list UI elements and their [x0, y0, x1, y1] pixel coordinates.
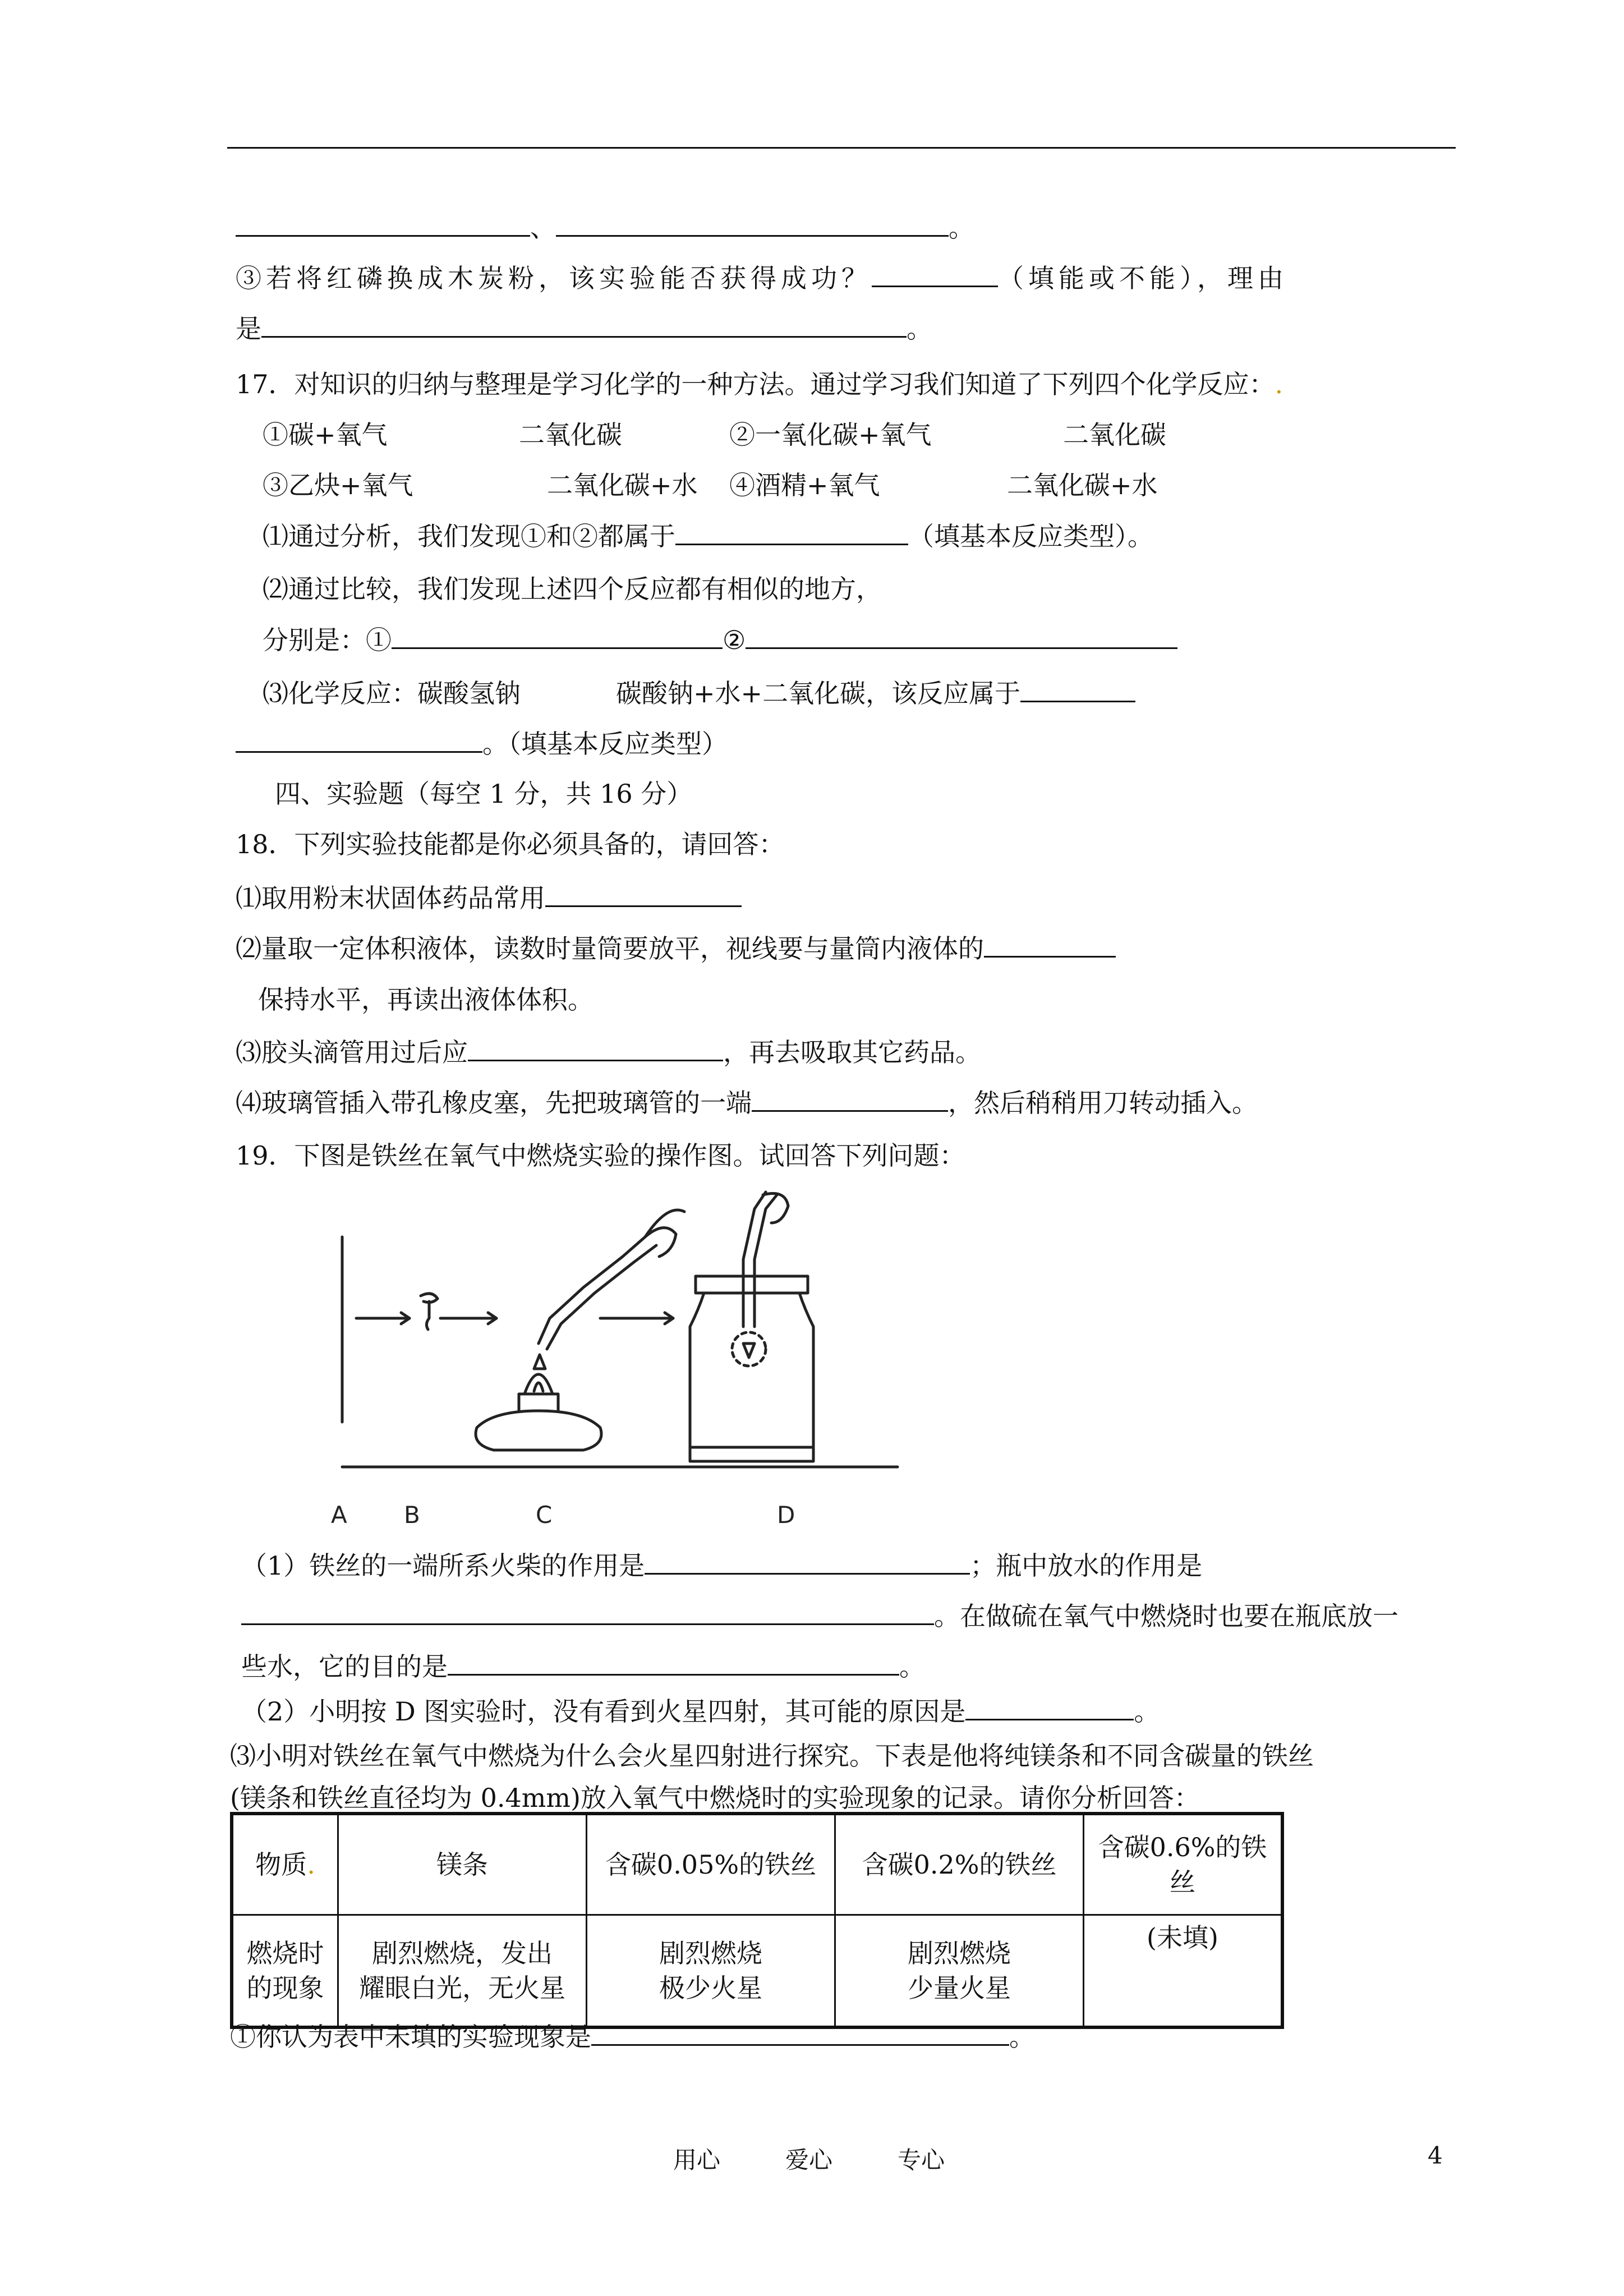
answer-blank[interactable] [236, 210, 530, 237]
answer-blank[interactable] [984, 931, 1116, 958]
q18-stem: 18．下列实验技能都是你必须具备的，请回答： [236, 829, 785, 859]
section-title: 四、实验题（每空 1 分，共 16 分） [275, 779, 693, 809]
q17-reaction-4-right: 二氧化碳+水 [1007, 470, 1158, 500]
answer-blank[interactable] [448, 1649, 899, 1676]
table-header-cell: 镁条 [338, 1814, 587, 1915]
sparks [732, 1332, 766, 1366]
experiment-table [230, 1812, 1284, 2029]
figure-label-b: B [404, 1501, 420, 1529]
q18-part1: ⑴取用粉末状固体药品常用 [236, 881, 742, 915]
q18-part2-line2: 保持水平，再读出液体体积。 [258, 984, 594, 1015]
q19-part3-question1: ①你认为表中未填的实验现象是 。 [230, 2019, 1035, 2054]
footer-item: 专心 [898, 2146, 945, 2174]
answer-blank[interactable] [645, 1548, 970, 1575]
q17-reaction-3-right: 二氧化碳+水 [547, 470, 698, 500]
q19-part3-line1: ⑶小明对铁丝在氧气中燃烧为什么会火星四射进行探究。下表是他将纯镁条和不同含碳量的铁丝 [230, 1741, 1314, 1771]
q17-part1: ⑴通过分析，我们发现①和②都属于 （填基本反应类型）。 [263, 519, 1153, 553]
q17-reaction-2-right: 二氧化碳 [1063, 420, 1166, 450]
table-header-cell: 含碳0.2%的铁丝 [835, 1814, 1084, 1915]
answer-blank[interactable] [1020, 676, 1135, 702]
answer-blank[interactable] [872, 261, 998, 287]
answer-blank[interactable] [965, 1694, 1134, 1720]
tongs-c [539, 1237, 645, 1343]
table-header-row [232, 1814, 1282, 1915]
q19-part3-line2: (镁条和铁丝直径均为 0.4mm)放入氧气中燃烧时的实验现象的记录。请你分析回答： [230, 1783, 1200, 1813]
experiment-diagram [331, 1186, 937, 1551]
alcohol-lamp [476, 1411, 601, 1450]
prev-question-blanks [236, 210, 974, 245]
mark-dot: . [1275, 369, 1283, 399]
answer-blank[interactable] [545, 881, 742, 907]
footer-item: 爱心 [785, 2146, 833, 2174]
answer-blank[interactable] [261, 311, 907, 338]
q17-reaction-4-left: ④酒精+氧气 [729, 470, 880, 500]
jar-mouth [696, 1276, 808, 1293]
q17-part2-line2: 分别是：① ② [263, 623, 1177, 657]
figure-label-c: C [536, 1501, 553, 1529]
answer-blank[interactable] [675, 519, 908, 545]
q17-reaction-3-left: ③乙炔+氧气 [263, 470, 413, 500]
q17-reaction-2-left: ②一氧化碳+氧气 [729, 420, 932, 450]
q17-reaction-1-right: 二氧化碳 [519, 420, 622, 450]
q19-part2: （2）小明按 D 图实验时，没有看到火星四射，其可能的原因是 。 [241, 1694, 1160, 1728]
q17-reaction-1-left: ①碳+氧气 [263, 420, 388, 450]
q16-3-line1: ③若将红磷换成木炭粉，该实验能否获得成功？ （填能或不能），理由 [236, 261, 1288, 295]
table-row-label: 燃烧时 的现象 [232, 1915, 338, 2028]
gas-jar [690, 1293, 813, 1461]
q17-part2-line1: ⑵通过比较，我们发现上述四个反应都有相似的地方， [263, 574, 882, 604]
q18-part2-line1: ⑵量取一定体积液体，读数时量筒要放平，视线要与量筒内液体的 [236, 931, 1116, 965]
page-number: 4 [1428, 2142, 1443, 2169]
answer-blank[interactable] [746, 623, 1177, 649]
q19-part1-line3: 些水，它的目的是 。 [241, 1649, 925, 1683]
q17-part3-line1: ⑶化学反应：碳酸氢钠 碳酸钠+水+二氧化碳，该反应属于 [263, 676, 1135, 710]
q17-stem: 17．对知识的归纳与整理是学习化学的一种方法。通过学习我们知道了下列四个化学反应：. [236, 369, 1283, 399]
table-header-cell: 物质. [232, 1814, 338, 1915]
answer-blank[interactable] [752, 1085, 948, 1112]
table-cell: 剧烈燃烧，发出 耀眼白光，无火星 [338, 1915, 587, 2028]
table-row [232, 1915, 1282, 2028]
table-header-cell: 含碳0.05%的铁丝 [587, 1814, 835, 1915]
answer-blank[interactable] [241, 1599, 934, 1625]
q16-3-line2: 是 。 [236, 311, 932, 346]
answer-blank[interactable] [392, 623, 723, 649]
footer-item: 用心 [673, 2146, 721, 2174]
iron-wire-combustion-figure [331, 1186, 937, 1551]
table-header-cell: 含碳0.6%的铁丝 [1084, 1814, 1283, 1915]
q19-part1-line2: 。在做硫在氧气中燃烧时也要在瓶底放一 [241, 1599, 1398, 1633]
answer-blank[interactable] [236, 726, 482, 753]
answer-blank[interactable] [591, 2019, 1009, 2046]
table-cell: 剧烈燃烧 少量火星 [835, 1915, 1084, 2028]
period-text: 。 [949, 213, 974, 243]
q17-part3-line2: 。（填基本反应类型） [236, 726, 728, 761]
q18-part4: ⑷玻璃管插入带孔橡皮塞，先把玻璃管的一端 ，然后稍稍用刀转动插入。 [236, 1085, 1258, 1120]
q18-part3: ⑶胶头滴管用过后应 ，再去吸取其它药品。 [236, 1035, 981, 1069]
q19-stem: 19．下图是铁丝在氧气中燃烧实验的操作图。试回答下列问题： [236, 1140, 965, 1171]
separator-text: 、 [530, 213, 556, 243]
figure-label-d: D [777, 1501, 795, 1529]
header-rule [227, 147, 1456, 149]
table-cell: (未填) [1084, 1915, 1283, 2028]
q19-part1-line1: （1）铁丝的一端所系火柴的作用是 ；瓶中放水的作用是 [241, 1548, 1202, 1582]
table-cell: 剧烈燃烧 极少火星 [587, 1915, 835, 2028]
answer-blank[interactable] [468, 1035, 723, 1061]
figure-label-a: A [331, 1501, 347, 1529]
answer-blank[interactable] [556, 210, 949, 237]
